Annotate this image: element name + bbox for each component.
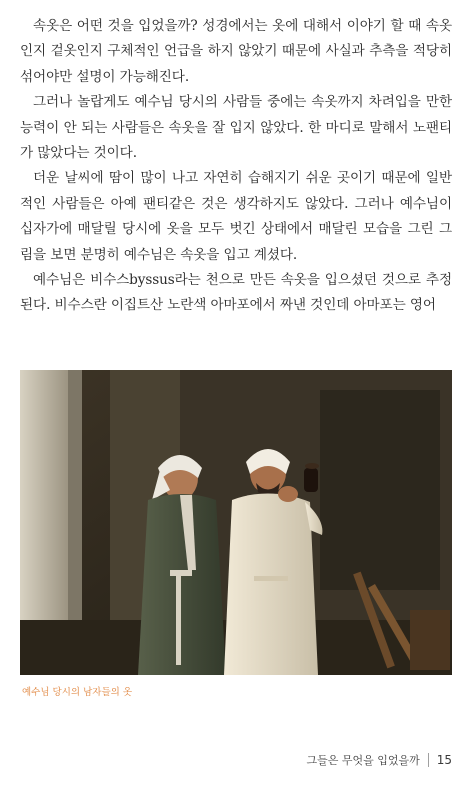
photo-men-in-robes (20, 370, 452, 675)
paragraph-4: 예수님은 비수스byssus라는 천으로 만든 속옷을 입으셨던 것으로 추정된다. 비수스란 이집트산 노란색 아마포에서 짜낸 것인데 아마포는 영어 (20, 272, 452, 314)
page-number: 15 (436, 753, 452, 767)
paragraph-2: 그러나 놀랍게도 예수님 당시의 사람들 중에는 속옷까지 차려입을 만한 능력이 안 되는 사람들은 속옷을 잘 입지 않았다. 한 마디로 말해서 노팬티가 많았다는 것이다. (20, 94, 452, 162)
body-text (20, 14, 452, 319)
photo-illustration (20, 370, 452, 675)
paragraph-3: 더운 날씨에 땀이 많이 나고 자연히 습해지기 쉬운 곳이기 때문에 일반적인 사람들은 아예 팬티같은 것은 생각하지도 않았다. 그러나 예수님이 십자가에 매달릴 당시에 옷을 모두 벗긴 상태에서 매달린 모습을 그린 그림을 보면 분명히 예수님은 속옷을 입고 계셨다. (20, 170, 452, 263)
footer-divider (428, 753, 429, 767)
running-title: 그들은 무엇을 입었을까 (306, 754, 420, 767)
photo-caption: 예수님 당시의 남자들의 옷 (22, 687, 133, 698)
page-footer (306, 752, 452, 768)
paragraph-1: 속옷은 어떤 것을 입었을까? 성경에서는 옷에 대해서 이야기 할 때 속옷인지 겉옷인지 구체적인 언급을 하지 않았기 때문에 사실과 추측을 적당히 섞어야만 설명이 가능해진다. (20, 18, 452, 85)
